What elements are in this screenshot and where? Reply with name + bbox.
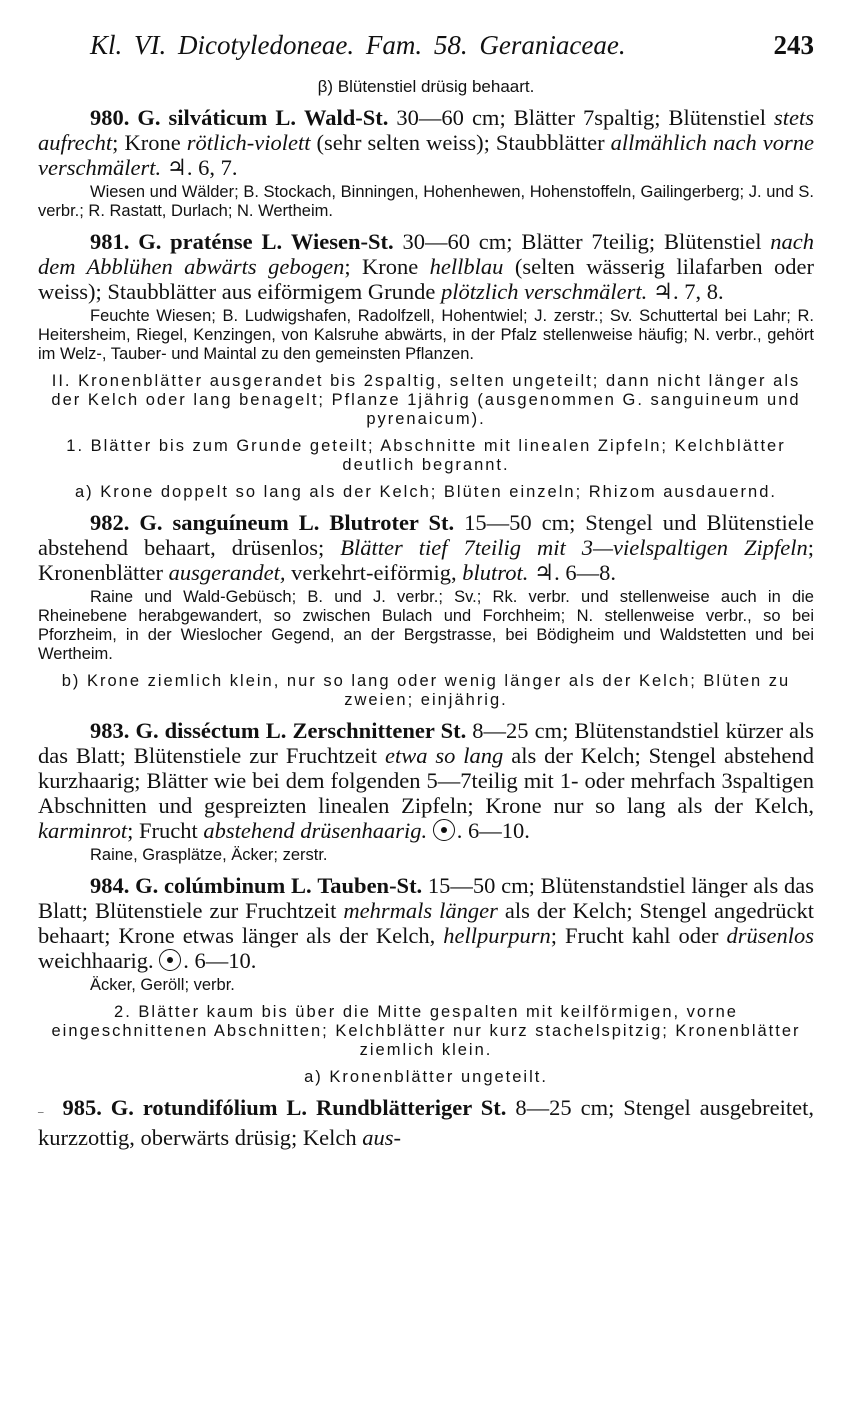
key-b: b) Krone ziemlich klein, nur so lang oder wenig länger als der Kelch; Blüten zu zweien; einjährig. — [61, 672, 791, 710]
species-text: 15—50 cm; Stengel und Blütenstiele abstehend behaart, drüsenlos; — [38, 510, 814, 561]
common-name: Tauben-St. — [317, 873, 423, 899]
species-text-italic: mehrmals länger — [343, 898, 498, 924]
species-text: 30—60 cm; Blätter 7teilig; Blütenstiel — [393, 229, 771, 255]
species-text: 8—25 cm; Blütenstandstiel kürzer als das Blatt; Blütenstiele zur Fruchtzeit — [38, 718, 814, 769]
species-text-italic: abstehend drüsenhaarig. — [203, 818, 428, 844]
species-text: ; Kronenblätter — [38, 535, 814, 586]
species-name: G. praténse L. — [138, 229, 283, 255]
species-number: 983. — [90, 718, 130, 744]
species-985 — [38, 1095, 814, 1150]
species-text-italic: stets aufrecht — [38, 105, 815, 156]
species-text-italic: drüsenlos — [726, 923, 814, 949]
key-1: 1. Blätter bis zum Grunde geteilt; Abschnitte mit linealen Zipfeln; Kelchblätter deutlich begrannt. — [66, 437, 786, 475]
species-text: als der Kelch; Stengel abstehend kurzhaarig; Blätter wie bei dem folgenden 5—7teilig mit 1- oder mehrfach 3spaltigen Abschnitten und gespreizten linealen Zipfeln; Krone nur so lang als der Kelch, — [38, 743, 814, 819]
key-II: II. Kronenblätter ausgerandet bis 2spaltig, selten ungeteilt; dann nicht länger als der Kelch oder lang benagelt; Pflanze 1jährig (ausgenommen G. sanguineum und pyrenaicum). — [51, 372, 801, 429]
species-text: als der Kelch; Stengel angedrückt behaart; Krone etwas länger als der Kelch, — [38, 898, 814, 949]
species-number: 985. — [62, 1095, 102, 1121]
common-name: Wald-St. — [304, 105, 389, 131]
locality-984: Äcker, Geröll; verbr. — [90, 976, 235, 995]
page-number: 243 — [773, 30, 814, 60]
species-text: ♃. 6—8. — [528, 560, 616, 586]
common-name: Wiesen-St. — [290, 229, 394, 255]
species-name: G. disséctum L. — [135, 718, 287, 744]
species-text: 15—50 cm; Blütenstandstiel länger als das Blatt; Blütenstiele zur Fruchtzeit — [38, 873, 814, 924]
header-title: Kl. VI. Dicotyledoneae. Fam. 58. Geraniaceae. — [90, 30, 626, 60]
species-number: 982. — [90, 510, 130, 536]
species-number: 981. — [90, 229, 130, 255]
annual-symbol-icon — [159, 949, 181, 971]
common-name: Blutroter St. — [329, 510, 455, 536]
species-text-italic: etwa so lang — [384, 743, 504, 769]
species-text-italic: Blätter tief 7teilig mit 3—vielspaltigen Zipfeln — [340, 535, 808, 561]
margin-mark: – — [38, 1106, 44, 1119]
species-text-italic: blutrot. — [462, 560, 529, 586]
species-text: ; Krone — [112, 130, 187, 156]
locality-982: Raine und Wald-Gebüsch; B. und J. verbr.; Sv.; Rk. verbr. und stellenweise auch in die Rheinebene herabgewandert, so zwischen Bulach und Forchheim; N. stellenweise verbr., so bei Pforzheim, in der Wieslocher Gegend, an der Bergstrasse, bei Bödigheim und Waldstetten und bei Wertheim. — [38, 588, 814, 664]
species-text: ; Frucht kahl oder — [550, 923, 727, 949]
annual-symbol-icon — [433, 819, 455, 841]
species-number: 980. — [90, 105, 130, 131]
species-text-italic: nach dem Abblühen abwärts gebogen — [38, 229, 815, 280]
species-text-italic: allmählich nach vorne verschmälert. — [38, 130, 814, 181]
species-text-italic: hellblau — [429, 254, 504, 280]
species-981 — [38, 229, 814, 304]
running-header — [38, 0, 814, 60]
species-name: G. sanguíneum L. — [139, 510, 320, 536]
species-text: (sehr selten weiss); Staubblätter — [310, 130, 611, 156]
common-name: Zerschnittener St. — [292, 718, 467, 744]
species-text-italic: aus- — [362, 1125, 402, 1151]
species-text: ♃. 7, 8. — [647, 279, 724, 305]
species-number: 984. — [90, 873, 130, 899]
species-text: ; Krone — [344, 254, 430, 280]
locality-981: Feuchte Wiesen; B. Ludwigshafen, Radolfzell, Hohentwiel; J. zerstr.; Sv. Schuttertal bei Lahr; R. Heitersheim, Riegel, Kenzingen, von Kalsruhe abwärts, in der Pfalz stellenweise häufig; N. verbr., gehört im Welz-, Tauber- und Maintal zu den gemeinsten Pflanzen. — [38, 307, 814, 364]
species-text-italic: hellpurpurn — [443, 923, 551, 949]
species-name: G. silváticum L. — [137, 105, 296, 131]
species-text: ♃. 6, 7. — [161, 155, 238, 181]
species-name: G. colúmbinum L. — [135, 873, 312, 899]
species-980 — [38, 105, 814, 180]
common-name: Rundblätteriger St. — [316, 1095, 507, 1121]
species-text-italic: rötlich-violett — [186, 130, 311, 156]
species-text: weichhaarig. — [38, 948, 160, 974]
species-982 — [38, 510, 814, 585]
key-a: a) Krone doppelt so lang als der Kelch; Blüten einzeln; Rhizom ausdauernd. — [74, 483, 777, 502]
species-text-italic: plötzlich verschmälert. — [441, 279, 648, 305]
species-text: 8—25 cm; Stengel ausgebreitet, kurzzottig, oberwärts drüsig; Kelch — [38, 1095, 815, 1151]
species-text: 30—60 cm; Blätter 7spaltig; Blütenstiel — [388, 105, 774, 131]
key-2a: a) Kronenblätter ungeteilt. — [304, 1068, 548, 1087]
species-text: verkehrt-eiförmig, — [285, 560, 463, 586]
species-983 — [38, 718, 814, 843]
key-beta: β) Blütenstiel drüsig behaart. — [317, 77, 535, 96]
species-984 — [38, 873, 814, 973]
locality-983: Raine, Grasplätze, Äcker; zerstr. — [90, 846, 328, 865]
species-text-italic: karminrot — [38, 818, 128, 844]
species-text: (selten wässerig lilafarben oder weiss); Staubblätter aus eiförmigem Grunde — [38, 254, 814, 305]
key-2: 2. Blätter kaum bis über die Mitte gespalten mit keilförmigen, vorne eingeschnittenen Abschnitten; Kelchblätter nur kurz stachelspitzig; Kronenblätter ziemlich klein. — [51, 1003, 801, 1060]
species-text-italic: ausgerandet, — [168, 560, 286, 586]
locality-980: Wiesen und Wälder; B. Stockach, Binningen, Hohenhewen, Hohenstoffeln, Gailingerberg; J. und S. verbr.; R. Rastatt, Durlach; N. Wertheim. — [38, 183, 814, 221]
species-text: . 6—10. — [183, 948, 257, 974]
species-name: G. rotundifólium L. — [110, 1095, 308, 1121]
species-text: . 6—10. — [456, 818, 530, 844]
species-text: ; Frucht — [127, 818, 204, 844]
